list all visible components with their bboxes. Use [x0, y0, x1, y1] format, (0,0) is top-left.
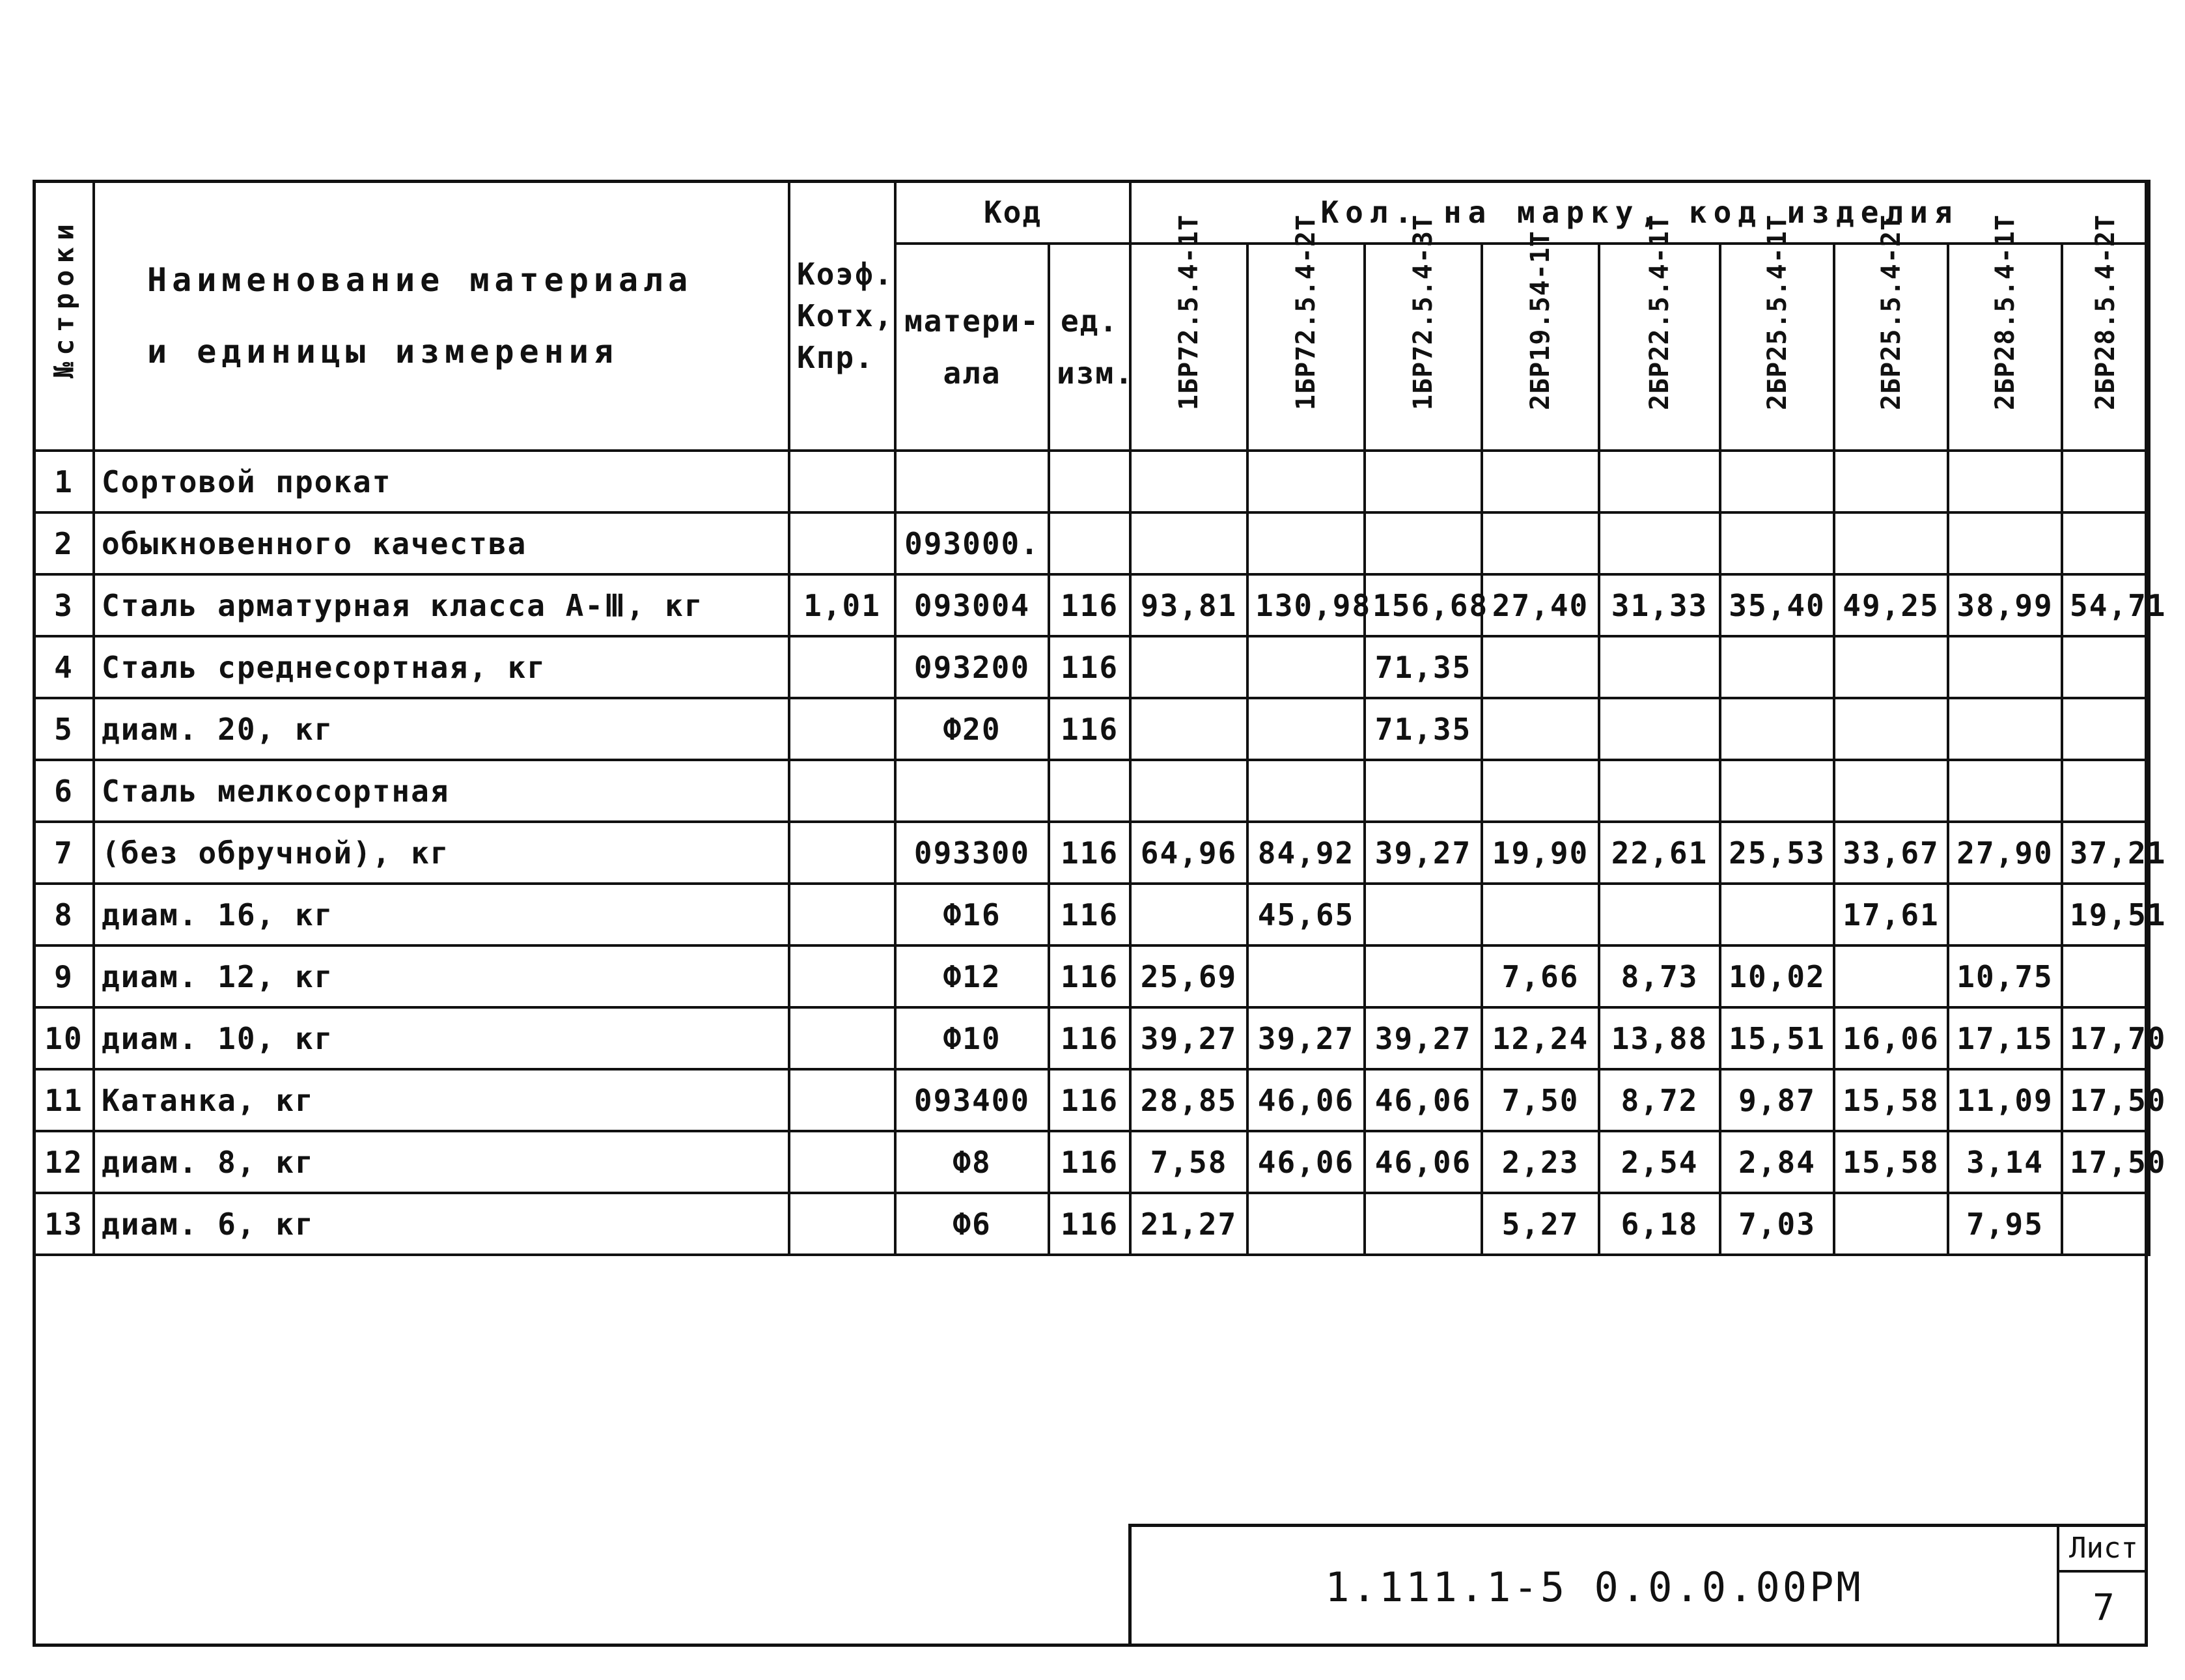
row-number-cell: 4	[34, 636, 94, 698]
quantity-cell: 2,84	[1720, 1131, 1834, 1193]
quantity-cell: 71,35	[1365, 636, 1482, 698]
table-row	[34, 822, 2149, 884]
quantity-cell: 39,27	[1365, 822, 1482, 884]
material-code-cell: Ф20	[895, 698, 1049, 760]
quantity-cell	[1482, 451, 1599, 512]
unit-code-cell: 116	[1049, 945, 1130, 1007]
quantity-cell: 16,06	[1834, 1007, 1948, 1069]
quantity-cell	[1948, 884, 2062, 945]
row-number-cell: 8	[34, 884, 94, 945]
material-name-cell: Сталь мелкосортная	[94, 760, 789, 822]
quantity-cell	[1247, 698, 1365, 760]
header-code-group: Код	[895, 181, 1130, 244]
quantity-cell: 7,95	[1948, 1193, 2062, 1255]
material-name-cell: диам. 20, кг	[94, 698, 789, 760]
quantity-cell	[1482, 884, 1599, 945]
coefficient-cell	[789, 822, 895, 884]
header-code-material	[895, 244, 1049, 451]
quantity-cell: 37,21	[2062, 822, 2149, 884]
mark-label: 2БР25.5.4-1Т	[1762, 214, 1792, 410]
header-row-number-label: №строки	[48, 217, 80, 378]
unit-code-cell	[1049, 512, 1130, 574]
table-row	[34, 636, 2149, 698]
quantity-cell: 11,09	[1948, 1069, 2062, 1131]
quantity-cell	[2062, 636, 2149, 698]
quantity-cell: 3,14	[1948, 1131, 2062, 1193]
quantity-cell: 17,61	[1834, 884, 1948, 945]
quantity-cell: 15,51	[1720, 1007, 1834, 1069]
unit-code-cell	[1049, 451, 1130, 512]
quantity-cell: 17,70	[2062, 1007, 2149, 1069]
quantity-cell: 7,03	[1720, 1193, 1834, 1255]
header-coef-line3: Кпр.	[797, 340, 874, 375]
quantity-cell	[1130, 512, 1247, 574]
quantity-cell	[1365, 945, 1482, 1007]
quantity-cell	[2062, 512, 2149, 574]
material-name-cell: (без обручной), кг	[94, 822, 789, 884]
quantity-cell	[1720, 698, 1834, 760]
quantity-cell: 39,27	[1365, 1007, 1482, 1069]
quantity-cell	[1720, 512, 1834, 574]
quantity-cell	[1130, 698, 1247, 760]
quantity-cell: 25,69	[1130, 945, 1247, 1007]
material-name-cell: диам. 16, кг	[94, 884, 789, 945]
quantity-cell: 10,75	[1948, 945, 2062, 1007]
header-mark-1	[1130, 214, 1247, 451]
quantity-cell: 64,96	[1130, 822, 1247, 884]
quantity-cell	[1834, 698, 1948, 760]
row-number-cell: 6	[34, 760, 94, 822]
coefficient-cell	[789, 1131, 895, 1193]
row-number-cell: 12	[34, 1131, 94, 1193]
coefficient-cell: 1,01	[789, 574, 895, 636]
quantity-cell: 19,51	[2062, 884, 2149, 945]
coefficient-cell	[789, 1007, 895, 1069]
mark-label: 2БР19.54-1Т	[1525, 231, 1555, 410]
quantity-cell: 130,98	[1247, 574, 1365, 636]
row-number-cell: 1	[34, 451, 94, 512]
quantity-cell	[1834, 760, 1948, 822]
unit-code-cell: 116	[1049, 574, 1130, 636]
quantity-cell: 12,24	[1482, 1007, 1599, 1069]
quantity-cell	[1482, 698, 1599, 760]
table-header	[34, 181, 2149, 451]
header-mark-8	[1948, 214, 2062, 451]
quantity-cell: 25,53	[1720, 822, 1834, 884]
table-row	[34, 945, 2149, 1007]
mark-label: 1БР72.5.4-2Т	[1291, 214, 1321, 410]
material-name-cell: Катанка, кг	[94, 1069, 789, 1131]
unit-code-cell: 116	[1049, 822, 1130, 884]
sheet-number: 7	[2093, 1587, 2115, 1629]
unit-code-cell: 116	[1049, 1193, 1130, 1255]
header-coefficient	[789, 181, 895, 451]
header-mark-5	[1599, 214, 1720, 451]
materials-table	[33, 180, 2167, 1256]
quantity-cell: 33,67	[1834, 822, 1948, 884]
material-name-cell: Сталь арматурная класса А-Ⅲ, кг	[94, 574, 789, 636]
quantity-cell	[2062, 451, 2149, 512]
quantity-cell	[1247, 945, 1365, 1007]
row-number-cell: 7	[34, 822, 94, 884]
table-body	[34, 451, 2167, 1255]
quantity-cell	[2062, 1193, 2149, 1255]
quantity-cell	[1948, 512, 2062, 574]
material-code-cell: Ф10	[895, 1007, 1049, 1069]
row-number-cell: 2	[34, 512, 94, 574]
quantity-cell	[1599, 884, 1720, 945]
header-code-unit-line1: ед.	[1060, 303, 1119, 339]
material-code-cell: Ф8	[895, 1131, 1049, 1193]
quantity-cell: 156,68	[1365, 574, 1482, 636]
quantity-cell	[1365, 1193, 1482, 1255]
quantity-cell: 46,06	[1365, 1069, 1482, 1131]
unit-code-cell	[1049, 760, 1130, 822]
header-quantity-group: Кол. на марку, код изделия	[1130, 181, 2149, 244]
material-code-cell: 093000.	[895, 512, 1049, 574]
quantity-cell: 15,58	[1834, 1131, 1948, 1193]
row-number-cell: 9	[34, 945, 94, 1007]
header-mark-9	[2062, 214, 2149, 451]
quantity-cell: 45,65	[1247, 884, 1365, 945]
header-coef-line2: Котх,	[797, 298, 894, 333]
unit-code-cell: 116	[1049, 1007, 1130, 1069]
quantity-cell: 7,66	[1482, 945, 1599, 1007]
quantity-cell	[1720, 636, 1834, 698]
quantity-cell	[1365, 512, 1482, 574]
header-name-line1: Наименование материала	[147, 261, 693, 299]
row-number-cell: 3	[34, 574, 94, 636]
unit-code-cell: 116	[1049, 698, 1130, 760]
mark-label: 2БР25.5.4-2Т	[1876, 214, 1906, 410]
coefficient-cell	[789, 512, 895, 574]
header-material-name	[94, 181, 789, 451]
quantity-cell	[1247, 636, 1365, 698]
table-row	[34, 451, 2149, 512]
header-mark-6	[1720, 214, 1834, 451]
material-name-cell: Сортовой прокат	[94, 451, 789, 512]
quantity-cell: 93,81	[1130, 574, 1247, 636]
quantity-cell	[1599, 760, 1720, 822]
header-code-unit-line2: изм.	[1057, 356, 1134, 391]
quantity-cell	[2062, 945, 2149, 1007]
quantity-cell: 39,27	[1130, 1007, 1247, 1069]
material-code-cell: Ф16	[895, 884, 1049, 945]
quantity-cell: 2,54	[1599, 1131, 1720, 1193]
header-mark-2	[1247, 214, 1365, 451]
quantity-cell: 27,40	[1482, 574, 1599, 636]
material-name-cell: обыкновенного качества	[94, 512, 789, 574]
header-mark-3	[1365, 214, 1482, 451]
table-row	[34, 760, 2149, 822]
mark-label: 2БР22.5.4-1Т	[1645, 214, 1675, 410]
coefficient-cell	[789, 698, 895, 760]
material-code-cell: Ф6	[895, 1193, 1049, 1255]
title-block	[1128, 1524, 2148, 1647]
table-row	[34, 1069, 2149, 1131]
quantity-cell	[1365, 451, 1482, 512]
mark-label: 2БР28.5.4-1Т	[1990, 214, 2020, 410]
header-name-line2: и единицы измерения	[147, 333, 619, 371]
quantity-cell	[1482, 760, 1599, 822]
quantity-cell	[1599, 698, 1720, 760]
header-code-material-line2: ала	[943, 356, 1001, 391]
material-name-cell: диам. 8, кг	[94, 1131, 789, 1193]
quantity-cell	[1948, 636, 2062, 698]
quantity-cell: 17,50	[2062, 1131, 2149, 1193]
header-coef-line1: Коэф.	[797, 257, 894, 292]
mark-label: 1БР72.5.4-1Т	[1174, 214, 1204, 410]
material-name-cell: диам. 6, кг	[94, 1193, 789, 1255]
quantity-cell: 7,50	[1482, 1069, 1599, 1131]
quantity-cell	[1834, 451, 1948, 512]
quantity-cell	[1482, 636, 1599, 698]
coefficient-cell	[789, 760, 895, 822]
header-mark-4	[1482, 231, 1599, 451]
table-row	[34, 884, 2149, 945]
quantity-cell	[1948, 760, 2062, 822]
row-number-cell: 10	[34, 1007, 94, 1069]
quantity-cell: 46,06	[1247, 1069, 1365, 1131]
quantity-cell: 54,71	[2062, 574, 2149, 636]
quantity-cell: 17,15	[1948, 1007, 2062, 1069]
quantity-cell	[2062, 760, 2149, 822]
quantity-cell: 19,90	[1482, 822, 1599, 884]
quantity-cell	[1130, 760, 1247, 822]
quantity-cell	[1247, 760, 1365, 822]
unit-code-cell: 116	[1049, 1131, 1130, 1193]
quantity-cell: 39,27	[1247, 1007, 1365, 1069]
quantity-cell: 27,90	[1948, 822, 2062, 884]
quantity-cell: 9,87	[1720, 1069, 1834, 1131]
quantity-cell	[1247, 451, 1365, 512]
coefficient-cell	[789, 636, 895, 698]
table-row	[34, 1007, 2149, 1069]
quantity-cell	[1834, 1193, 1948, 1255]
material-name-cell: диам. 10, кг	[94, 1007, 789, 1069]
material-code-cell: 093200	[895, 636, 1049, 698]
quantity-cell: 5,27	[1482, 1193, 1599, 1255]
table-row	[34, 574, 2149, 636]
quantity-cell	[1834, 512, 1948, 574]
material-code-cell: Ф12	[895, 945, 1049, 1007]
coefficient-cell	[789, 1193, 895, 1255]
material-code-cell: 093400	[895, 1069, 1049, 1131]
quantity-cell	[1247, 512, 1365, 574]
quantity-cell	[1948, 451, 2062, 512]
quantity-cell: 84,92	[1247, 822, 1365, 884]
quantity-cell: 46,06	[1247, 1131, 1365, 1193]
quantity-cell: 7,58	[1130, 1131, 1247, 1193]
quantity-cell: 71,35	[1365, 698, 1482, 760]
quantity-cell	[1247, 1193, 1365, 1255]
quantity-cell	[1130, 636, 1247, 698]
quantity-cell	[1834, 945, 1948, 1007]
quantity-cell	[1599, 451, 1720, 512]
material-code-cell	[895, 760, 1049, 822]
quantity-cell	[1834, 636, 1948, 698]
header-code-unit	[1049, 244, 1134, 451]
quantity-cell: 31,33	[1599, 574, 1720, 636]
row-number-cell: 5	[34, 698, 94, 760]
material-code-cell: 093004	[895, 574, 1049, 636]
mark-label: 1БР72.5.4-3Т	[1408, 214, 1438, 410]
quantity-cell	[1720, 760, 1834, 822]
table-row	[34, 1131, 2149, 1193]
quantity-cell: 35,40	[1720, 574, 1834, 636]
sheet-number-box	[2057, 1527, 2148, 1647]
quantity-cell	[1365, 760, 1482, 822]
quantity-cell: 8,72	[1599, 1069, 1720, 1131]
quantity-cell: 13,88	[1599, 1007, 1720, 1069]
header-code-material-line1: матери-	[904, 303, 1040, 339]
material-code-cell: 093300	[895, 822, 1049, 884]
quantity-cell: 22,61	[1599, 822, 1720, 884]
sheet-label: Лист	[2059, 1527, 2148, 1573]
material-name-cell: Сталь среднесортная, кг	[94, 636, 789, 698]
coefficient-cell	[789, 884, 895, 945]
quantity-cell	[1130, 884, 1247, 945]
mark-label: 2БР28.5.4-2Т	[2091, 214, 2121, 410]
header-row-number	[34, 181, 94, 451]
quantity-cell	[1599, 636, 1720, 698]
table-row	[34, 698, 2149, 760]
quantity-cell	[1482, 512, 1599, 574]
quantity-cell: 38,99	[1948, 574, 2062, 636]
coefficient-cell	[789, 1069, 895, 1131]
document-code: 1.111.1-5 0.0.0.00РМ	[1325, 1563, 1863, 1611]
row-number-cell: 13	[34, 1193, 94, 1255]
quantity-cell	[1720, 884, 1834, 945]
quantity-cell: 17,50	[2062, 1069, 2149, 1131]
table-row	[34, 1193, 2149, 1255]
material-name-cell: диам. 12, кг	[94, 945, 789, 1007]
quantity-cell	[1599, 512, 1720, 574]
coefficient-cell	[789, 945, 895, 1007]
quantity-cell: 49,25	[1834, 574, 1948, 636]
quantity-cell	[1130, 451, 1247, 512]
quantity-cell: 2,23	[1482, 1131, 1599, 1193]
material-code-cell	[895, 451, 1049, 512]
quantity-cell: 8,73	[1599, 945, 1720, 1007]
table-row	[34, 512, 2149, 574]
unit-code-cell: 116	[1049, 1069, 1130, 1131]
quantity-cell: 28,85	[1130, 1069, 1247, 1131]
coefficient-cell	[789, 451, 895, 512]
quantity-cell: 46,06	[1365, 1131, 1482, 1193]
quantity-cell: 10,02	[1720, 945, 1834, 1007]
quantity-cell: 15,58	[1834, 1069, 1948, 1131]
quantity-cell	[1365, 884, 1482, 945]
quantity-cell: 21,27	[1130, 1193, 1247, 1255]
quantity-cell	[1720, 451, 1834, 512]
quantity-cell	[2062, 698, 2149, 760]
quantity-cell	[1948, 698, 2062, 760]
quantity-cell: 6,18	[1599, 1193, 1720, 1255]
header-mark-7	[1834, 214, 1948, 451]
row-number-cell: 11	[34, 1069, 94, 1131]
unit-code-cell: 116	[1049, 636, 1130, 698]
unit-code-cell: 116	[1049, 884, 1130, 945]
